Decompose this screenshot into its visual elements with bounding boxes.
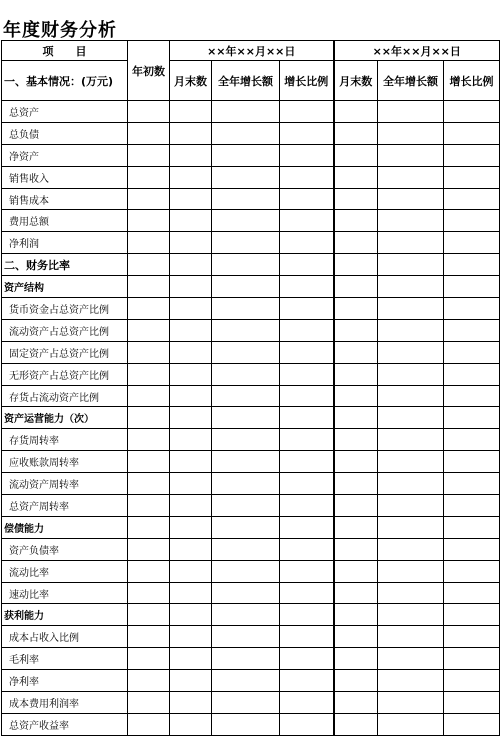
data-cell[interactable] xyxy=(128,516,170,538)
data-cell[interactable] xyxy=(280,341,334,363)
data-cell[interactable] xyxy=(444,363,500,385)
data-cell[interactable] xyxy=(128,363,170,385)
data-cell[interactable] xyxy=(212,188,280,210)
data-cell[interactable] xyxy=(280,648,334,670)
data-cell[interactable] xyxy=(212,604,280,626)
data-cell[interactable] xyxy=(334,298,378,320)
data-cell[interactable] xyxy=(212,538,280,560)
table-row xyxy=(2,648,500,670)
row-label: 净利润 xyxy=(2,232,128,254)
data-cell[interactable] xyxy=(444,473,500,495)
data-cell[interactable] xyxy=(444,341,500,363)
row-label: 偿债能力 xyxy=(2,516,128,538)
row-label: 总资产周转率 xyxy=(2,495,128,517)
data-cell[interactable] xyxy=(212,319,280,341)
data-cell[interactable] xyxy=(280,626,334,648)
data-cell[interactable] xyxy=(334,122,378,144)
table-row xyxy=(2,101,500,123)
data-cell[interactable] xyxy=(444,166,500,188)
data-cell[interactable] xyxy=(378,560,444,582)
data-cell[interactable] xyxy=(378,363,444,385)
data-cell[interactable] xyxy=(378,516,444,538)
data-cell[interactable] xyxy=(128,188,170,210)
data-cell[interactable] xyxy=(170,429,212,451)
data-cell[interactable] xyxy=(444,670,500,692)
data-cell[interactable] xyxy=(128,648,170,670)
data-cell[interactable] xyxy=(444,144,500,166)
data-cell[interactable] xyxy=(212,254,280,276)
data-cell[interactable] xyxy=(128,670,170,692)
data-cell[interactable] xyxy=(170,407,212,429)
data-cell[interactable] xyxy=(334,144,378,166)
data-cell[interactable] xyxy=(170,560,212,582)
data-cell[interactable] xyxy=(444,451,500,473)
table-row xyxy=(2,560,500,582)
data-cell[interactable] xyxy=(212,451,280,473)
table-row xyxy=(2,451,500,473)
data-cell[interactable] xyxy=(378,188,444,210)
data-cell[interactable] xyxy=(280,495,334,517)
data-cell[interactable] xyxy=(334,188,378,210)
data-cell[interactable] xyxy=(444,429,500,451)
row-label: 销售成本 xyxy=(2,188,128,210)
table-row xyxy=(2,232,500,254)
table-row xyxy=(2,516,500,538)
data-cell[interactable] xyxy=(170,122,212,144)
row-label: 资产结构 xyxy=(2,276,128,298)
data-cell[interactable] xyxy=(444,560,500,582)
header-growth-ratio-2: 增长比例 xyxy=(444,61,500,101)
table-row xyxy=(2,429,500,451)
data-cell[interactable] xyxy=(444,385,500,407)
data-cell[interactable] xyxy=(334,254,378,276)
table-row xyxy=(2,692,500,714)
data-cell[interactable] xyxy=(170,648,212,670)
data-cell[interactable] xyxy=(378,319,444,341)
data-cell[interactable] xyxy=(280,363,334,385)
row-label: 货币资金占总资产比例 xyxy=(2,298,128,320)
data-cell[interactable] xyxy=(128,298,170,320)
data-cell[interactable] xyxy=(212,429,280,451)
data-cell[interactable] xyxy=(212,101,280,123)
data-cell[interactable] xyxy=(170,341,212,363)
data-cell[interactable] xyxy=(378,626,444,648)
data-cell[interactable] xyxy=(280,276,334,298)
page-title: 年度财务分析 xyxy=(3,20,117,41)
data-cell[interactable] xyxy=(128,341,170,363)
data-cell[interactable] xyxy=(280,385,334,407)
data-cell[interactable] xyxy=(378,341,444,363)
data-cell[interactable] xyxy=(280,407,334,429)
table-row xyxy=(2,473,500,495)
header-month-end-1: 月末数 xyxy=(170,61,212,101)
row-label: 净利率 xyxy=(2,670,128,692)
data-cell[interactable] xyxy=(128,560,170,582)
data-cell[interactable] xyxy=(128,276,170,298)
data-cell[interactable] xyxy=(280,516,334,538)
data-cell[interactable] xyxy=(170,363,212,385)
data-cell[interactable] xyxy=(334,407,378,429)
data-cell[interactable] xyxy=(444,101,500,123)
section-basic-info: 一、基本情况：(万元) xyxy=(2,61,128,101)
data-cell[interactable] xyxy=(334,210,378,232)
data-cell[interactable] xyxy=(444,692,500,714)
table-row xyxy=(2,407,500,429)
row-label: 成本费用利润率 xyxy=(2,692,128,714)
data-cell[interactable] xyxy=(378,210,444,232)
data-cell[interactable] xyxy=(378,166,444,188)
data-cell[interactable] xyxy=(212,648,280,670)
data-cell[interactable] xyxy=(334,385,378,407)
header-period-2: ××年××月××日 xyxy=(334,41,500,61)
data-cell[interactable] xyxy=(128,473,170,495)
row-label: 费用总额 xyxy=(2,210,128,232)
row-label: 毛利率 xyxy=(2,648,128,670)
data-cell[interactable] xyxy=(280,560,334,582)
data-cell[interactable] xyxy=(280,166,334,188)
table-row xyxy=(2,122,500,144)
data-cell[interactable] xyxy=(378,670,444,692)
header-item: 项 目 xyxy=(2,41,128,61)
data-cell[interactable] xyxy=(334,692,378,714)
header-annual-increase-2: 全年增长额 xyxy=(378,61,444,101)
table-row xyxy=(2,341,500,363)
data-cell[interactable] xyxy=(334,166,378,188)
row-label: 流动资产占总资产比例 xyxy=(2,319,128,341)
table-row xyxy=(2,626,500,648)
data-cell[interactable] xyxy=(280,429,334,451)
header-annual-increase-1: 全年增长额 xyxy=(212,61,280,101)
row-label: 总资产收益率 xyxy=(2,713,128,735)
data-cell[interactable] xyxy=(280,254,334,276)
data-cell[interactable] xyxy=(170,319,212,341)
table-row xyxy=(2,166,500,188)
table-row xyxy=(2,538,500,560)
data-cell[interactable] xyxy=(128,604,170,626)
row-label: 应收账款周转率 xyxy=(2,451,128,473)
row-label: 流动比率 xyxy=(2,560,128,582)
table-row xyxy=(2,670,500,692)
data-cell[interactable] xyxy=(334,319,378,341)
data-cell[interactable] xyxy=(212,407,280,429)
table-row xyxy=(2,713,500,735)
data-cell[interactable] xyxy=(170,254,212,276)
data-cell[interactable] xyxy=(170,385,212,407)
data-cell[interactable] xyxy=(334,670,378,692)
row-label: 速动比率 xyxy=(2,582,128,604)
data-cell[interactable] xyxy=(128,407,170,429)
table-row xyxy=(2,495,500,517)
data-cell[interactable] xyxy=(280,713,334,735)
data-cell[interactable] xyxy=(280,232,334,254)
data-cell[interactable] xyxy=(378,451,444,473)
data-cell[interactable] xyxy=(128,582,170,604)
row-label: 成本占收入比例 xyxy=(2,626,128,648)
table-row xyxy=(2,254,500,276)
data-cell[interactable] xyxy=(378,144,444,166)
data-cell[interactable] xyxy=(128,144,170,166)
data-cell[interactable] xyxy=(128,210,170,232)
data-cell[interactable] xyxy=(212,713,280,735)
data-cell[interactable] xyxy=(170,451,212,473)
table-row xyxy=(2,188,500,210)
row-label: 获利能力 xyxy=(2,604,128,626)
data-cell[interactable] xyxy=(378,254,444,276)
data-cell[interactable] xyxy=(280,188,334,210)
data-cell[interactable] xyxy=(128,122,170,144)
data-cell[interactable] xyxy=(444,232,500,254)
data-cell[interactable] xyxy=(378,429,444,451)
header-growth-ratio-1: 增长比例 xyxy=(280,61,334,101)
data-cell[interactable] xyxy=(334,101,378,123)
data-cell[interactable] xyxy=(280,473,334,495)
data-cell[interactable] xyxy=(128,495,170,517)
data-cell[interactable] xyxy=(444,407,500,429)
data-cell[interactable] xyxy=(280,298,334,320)
row-label: 流动资产周转率 xyxy=(2,473,128,495)
data-cell[interactable] xyxy=(334,473,378,495)
data-cell[interactable] xyxy=(280,122,334,144)
data-cell[interactable] xyxy=(378,473,444,495)
data-cell[interactable] xyxy=(444,713,500,735)
data-cell[interactable] xyxy=(378,232,444,254)
row-label: 无形资产占总资产比例 xyxy=(2,363,128,385)
data-cell[interactable] xyxy=(378,713,444,735)
data-cell[interactable] xyxy=(378,385,444,407)
data-cell[interactable] xyxy=(444,604,500,626)
data-cell[interactable] xyxy=(128,385,170,407)
data-cell[interactable] xyxy=(212,516,280,538)
data-cell[interactable] xyxy=(128,254,170,276)
data-cell[interactable] xyxy=(334,604,378,626)
table-row xyxy=(2,582,500,604)
data-cell[interactable] xyxy=(170,495,212,517)
data-cell[interactable] xyxy=(334,560,378,582)
data-cell[interactable] xyxy=(212,144,280,166)
row-label: 销售收入 xyxy=(2,166,128,188)
data-cell[interactable] xyxy=(444,254,500,276)
data-cell[interactable] xyxy=(170,298,212,320)
data-cell[interactable] xyxy=(334,276,378,298)
data-cell[interactable] xyxy=(170,188,212,210)
row-label: 总负债 xyxy=(2,122,128,144)
data-cell[interactable] xyxy=(334,648,378,670)
data-cell[interactable] xyxy=(280,692,334,714)
row-label: 资产负债率 xyxy=(2,538,128,560)
data-cell[interactable] xyxy=(212,276,280,298)
data-cell[interactable] xyxy=(444,188,500,210)
data-cell[interactable] xyxy=(128,232,170,254)
table-row xyxy=(2,363,500,385)
table-row xyxy=(2,210,500,232)
row-label: 存货周转率 xyxy=(2,429,128,451)
data-cell[interactable] xyxy=(378,538,444,560)
data-cell[interactable] xyxy=(378,298,444,320)
data-cell[interactable] xyxy=(378,604,444,626)
data-cell[interactable] xyxy=(128,692,170,714)
data-cell[interactable] xyxy=(212,341,280,363)
data-cell[interactable] xyxy=(334,582,378,604)
data-cell[interactable] xyxy=(212,298,280,320)
table-row xyxy=(2,319,500,341)
data-cell[interactable] xyxy=(170,604,212,626)
row-label: 存货占流动资产比例 xyxy=(2,385,128,407)
data-cell[interactable] xyxy=(378,407,444,429)
data-cell[interactable] xyxy=(280,604,334,626)
data-cell[interactable] xyxy=(334,341,378,363)
data-cell[interactable] xyxy=(128,101,170,123)
data-cell[interactable] xyxy=(378,648,444,670)
data-cell[interactable] xyxy=(378,101,444,123)
data-cell[interactable] xyxy=(212,210,280,232)
row-label: 总资产 xyxy=(2,101,128,123)
data-cell[interactable] xyxy=(128,429,170,451)
header-month-end-2: 月末数 xyxy=(334,61,378,101)
data-cell[interactable] xyxy=(444,495,500,517)
row-label: 固定资产占总资产比例 xyxy=(2,341,128,363)
data-cell[interactable] xyxy=(444,122,500,144)
data-cell[interactable] xyxy=(128,626,170,648)
row-label: 资产运营能力（次） xyxy=(2,407,128,429)
data-cell[interactable] xyxy=(170,670,212,692)
data-cell[interactable] xyxy=(334,516,378,538)
table-row xyxy=(2,385,500,407)
data-cell[interactable] xyxy=(170,516,212,538)
data-cell[interactable] xyxy=(444,538,500,560)
table-row xyxy=(2,276,500,298)
data-cell[interactable] xyxy=(334,713,378,735)
data-cell[interactable] xyxy=(444,319,500,341)
data-cell[interactable] xyxy=(212,692,280,714)
data-cell[interactable] xyxy=(212,473,280,495)
table-row xyxy=(2,604,500,626)
data-cell[interactable] xyxy=(334,626,378,648)
table-row xyxy=(2,298,500,320)
data-cell[interactable] xyxy=(334,232,378,254)
row-label: 二、财务比率 xyxy=(2,254,128,276)
data-cell[interactable] xyxy=(334,429,378,451)
data-cell[interactable] xyxy=(128,451,170,473)
data-cell[interactable] xyxy=(378,122,444,144)
data-cell[interactable] xyxy=(280,451,334,473)
data-cell[interactable] xyxy=(444,648,500,670)
data-cell[interactable] xyxy=(378,495,444,517)
data-cell[interactable] xyxy=(212,582,280,604)
data-cell[interactable] xyxy=(170,232,212,254)
data-cell[interactable] xyxy=(212,385,280,407)
data-cell[interactable] xyxy=(212,670,280,692)
data-cell[interactable] xyxy=(128,319,170,341)
data-cell[interactable] xyxy=(212,560,280,582)
data-cell[interactable] xyxy=(378,582,444,604)
data-cell[interactable] xyxy=(334,495,378,517)
data-cell[interactable] xyxy=(128,166,170,188)
data-cell[interactable] xyxy=(170,473,212,495)
data-cell[interactable] xyxy=(444,298,500,320)
row-label: 净资产 xyxy=(2,144,128,166)
data-cell[interactable] xyxy=(444,582,500,604)
data-cell[interactable] xyxy=(170,626,212,648)
data-cell[interactable] xyxy=(378,692,444,714)
data-cell[interactable] xyxy=(280,319,334,341)
data-cell[interactable] xyxy=(280,538,334,560)
data-cell[interactable] xyxy=(444,210,500,232)
data-cell[interactable] xyxy=(280,670,334,692)
data-cell[interactable] xyxy=(334,538,378,560)
data-cell[interactable] xyxy=(170,538,212,560)
data-cell[interactable] xyxy=(212,166,280,188)
data-cell[interactable] xyxy=(280,210,334,232)
data-cell[interactable] xyxy=(444,626,500,648)
data-cell[interactable] xyxy=(128,713,170,735)
data-cell[interactable] xyxy=(280,101,334,123)
data-cell[interactable] xyxy=(212,232,280,254)
data-cell[interactable] xyxy=(128,538,170,560)
data-cell[interactable] xyxy=(334,451,378,473)
data-cell[interactable] xyxy=(170,166,212,188)
data-cell[interactable] xyxy=(170,101,212,123)
data-cell[interactable] xyxy=(280,144,334,166)
data-cell[interactable] xyxy=(334,363,378,385)
data-cell[interactable] xyxy=(170,210,212,232)
header-period-1: ××年××月××日 xyxy=(170,41,334,61)
data-cell[interactable] xyxy=(170,582,212,604)
table-row xyxy=(2,144,500,166)
data-cell[interactable] xyxy=(212,495,280,517)
data-cell[interactable] xyxy=(212,626,280,648)
data-cell[interactable] xyxy=(212,363,280,385)
data-cell[interactable] xyxy=(444,276,500,298)
data-cell[interactable] xyxy=(170,144,212,166)
data-cell[interactable] xyxy=(280,582,334,604)
data-cell[interactable] xyxy=(378,276,444,298)
data-cell[interactable] xyxy=(170,692,212,714)
header-opening: 年初数 xyxy=(128,41,170,101)
financial-analysis-table xyxy=(1,40,500,736)
data-cell[interactable] xyxy=(170,276,212,298)
data-cell[interactable] xyxy=(444,516,500,538)
data-cell[interactable] xyxy=(170,713,212,735)
data-cell[interactable] xyxy=(212,122,280,144)
